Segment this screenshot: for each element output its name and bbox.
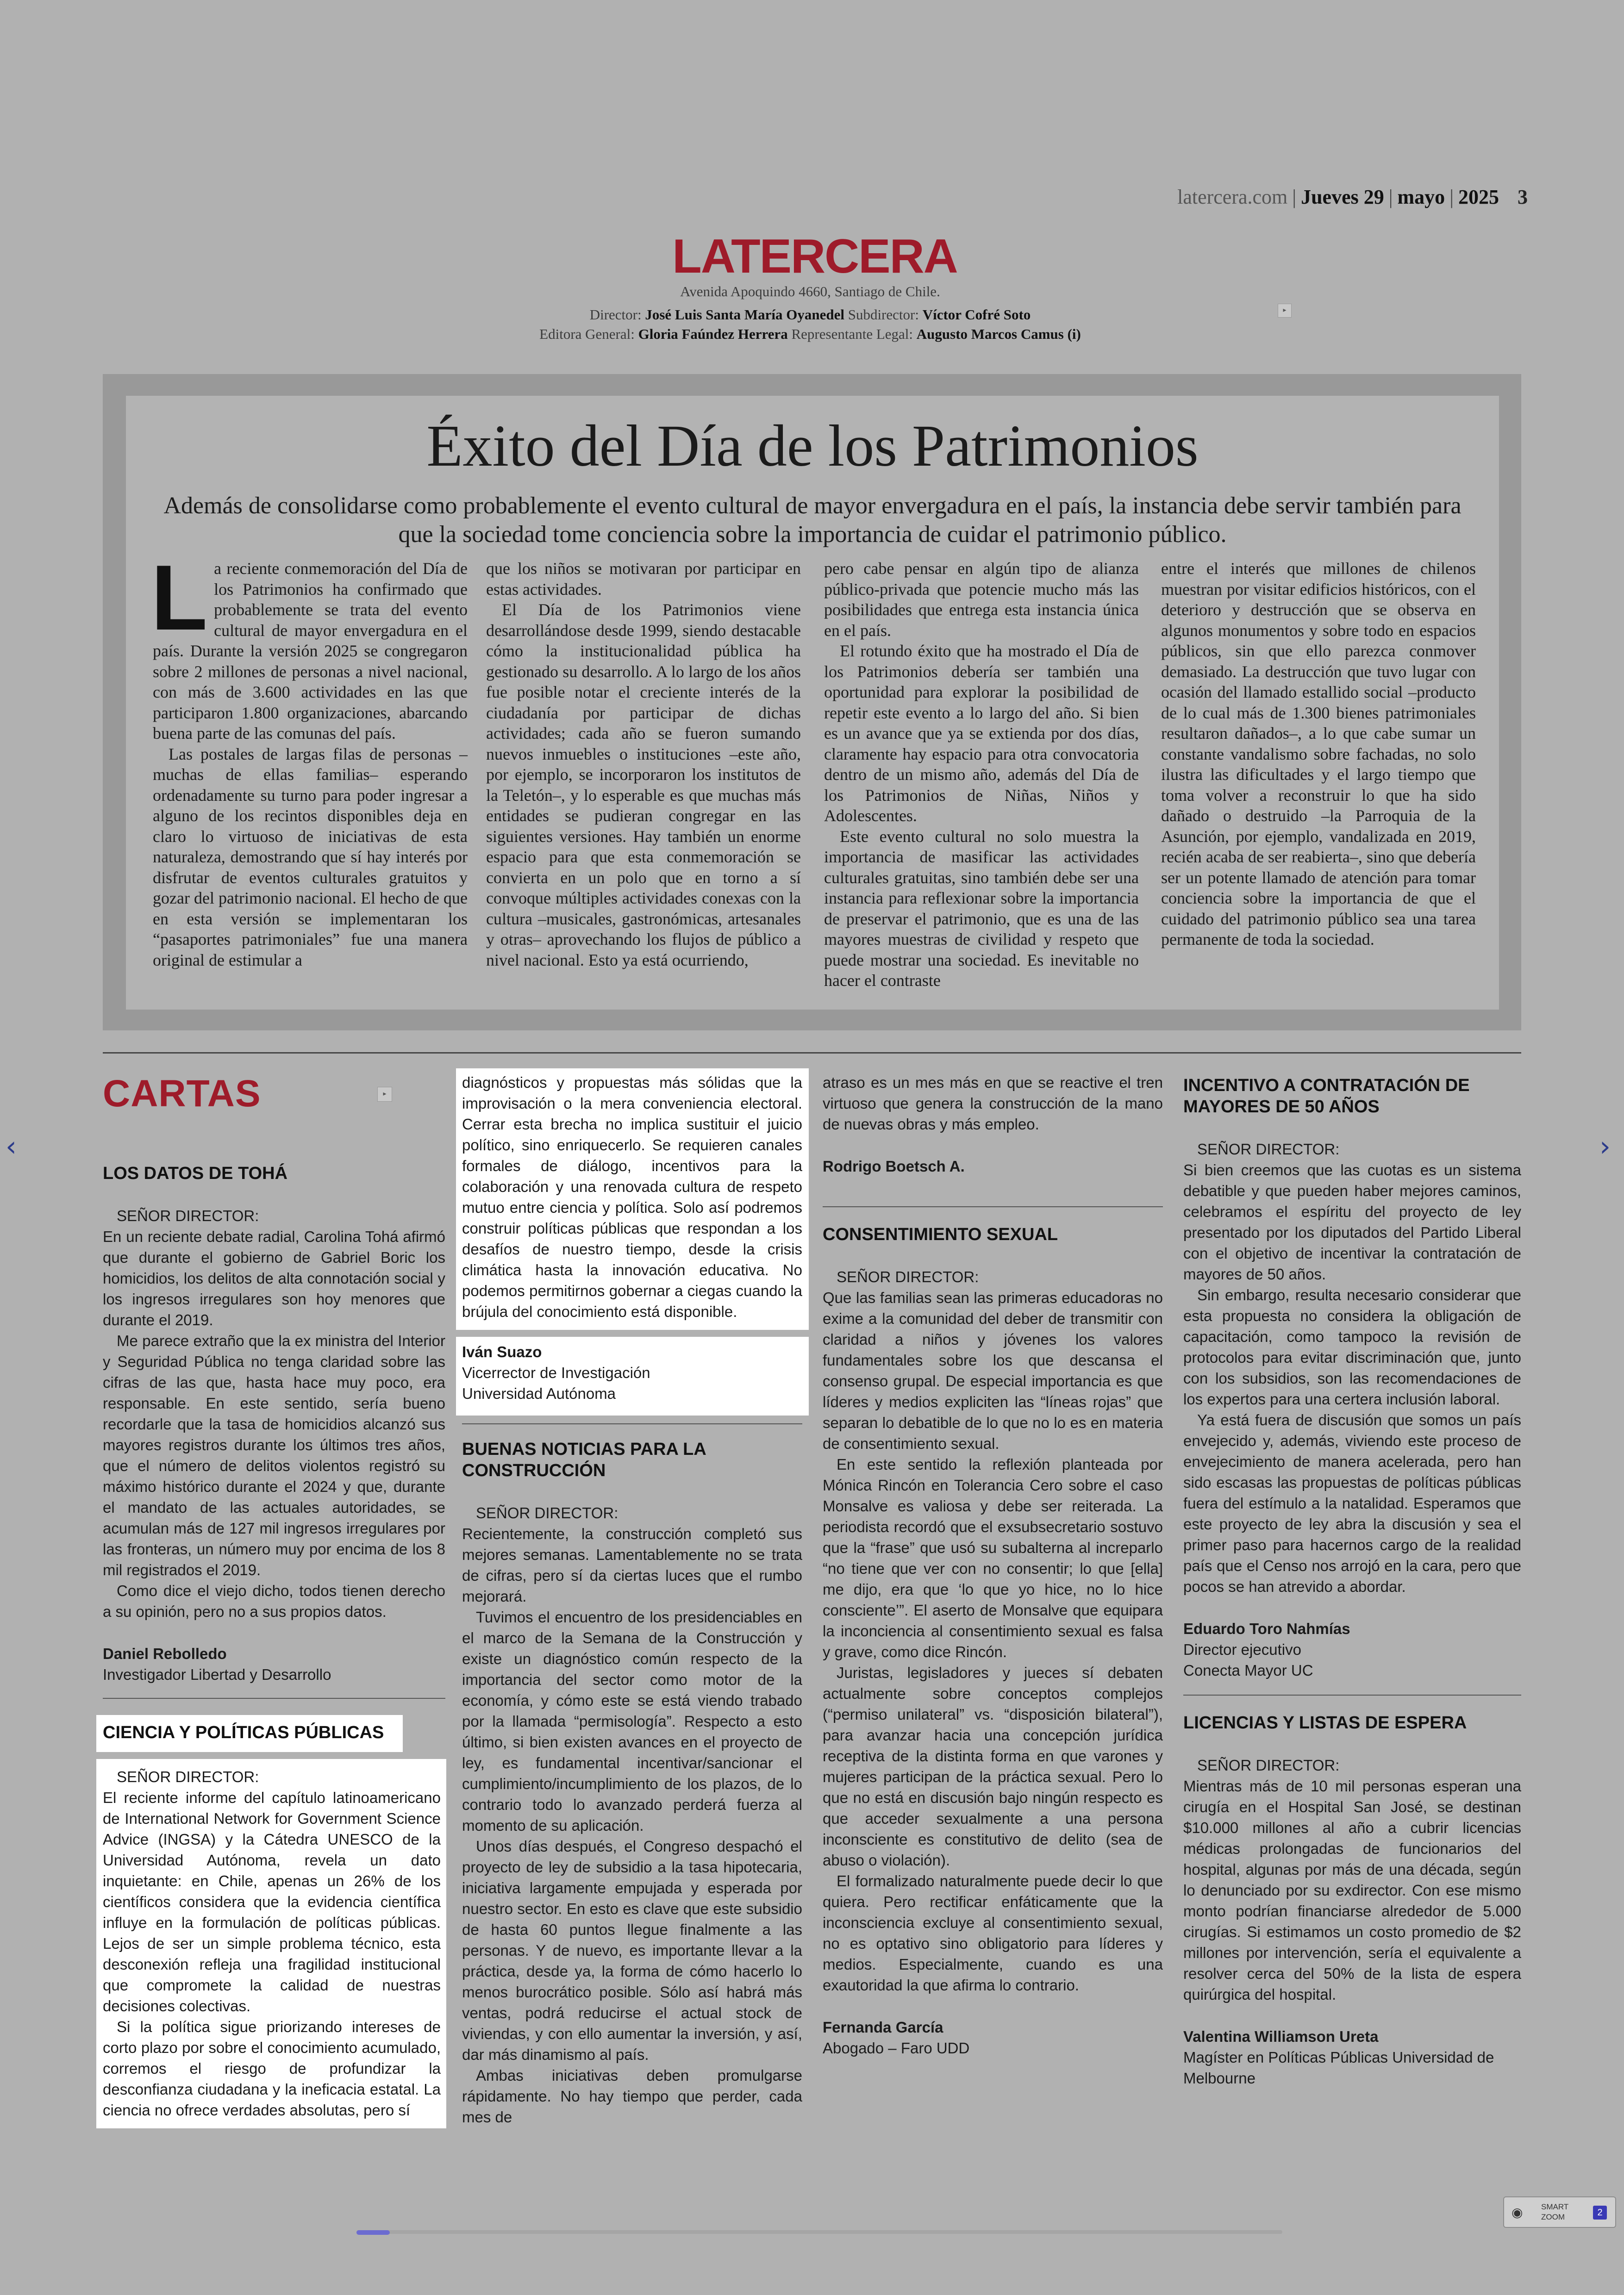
scrollbar-thumb[interactable] [356,2230,390,2235]
letter-signature: Daniel Rebolledo [103,1645,227,1662]
legal-rep-name: Augusto Marcos Camus (i) [916,326,1081,342]
letter-signature-role: Vicerrector de Investigación [462,1364,650,1381]
letters-column-2b: BUENAS NOTICIAS PARA LA CONSTRUCCIÓN SEÑOR DIRECTOR: Recientemente, la construcción completó sus mejores semanas. Lamentablemente no se trata de cifras, pero sí da ciertas luces que el rumbo mejorará. Tuvimos el encuentro de los presidenciables en el marco de la Semana de la Construcción y existe un diagnóstico común respecto de la importancia del sector como motor de la economía, y cómo este se está viendo trabado por la llamada “permisología”. Respecto a esto último, si bien existen avances en el proyecto de ley, es fundamental incentivar/sancionar el cumplimiento/incumplimiento de los plazos, de lo contrario todo lo avanzado perderá fuerza al momento de su aplicación. Unos días después, el Congreso despachó el proyecto de ley de subsidio a la tasa hipotecaria, iniciativa largamente empujada y esperada por nuestro sector. En esto es clave que este subsidio de hasta 60 puntos llegue finalmente a las personas. Y de nuevo, es importante llevar a la práctica, desde ya, la forma de cómo hacerlo lo menos burocrático posible. Sólo así habrá más ventas, podrá reducirse el actual stock de viviendas, y con ello aumentar la inversión, y así, dar más dinamismo al país. Ambas iniciativas deben promulgarse rápidamente. No hay tiempo que perder, cada mes de [462,1440,802,2126]
director-name: José Luis Santa María Oyanedel [645,306,844,323]
section-divider [103,1052,1521,1054]
letters-column-1: LOS DATOS DE TOHÁ SEÑOR DIRECTOR: En un reciente debate radial, Carolina Tohá afirmó que durante el gobierno de Gabriel Boric los homicidios, los delitos de alta connotación social y los ingresos irregulares son hoy menores que durante el 2019. Me parece extraño que la ex ministra del Interior y Seguridad Pública no tenga claridad sobre las cifras de las que, hasta hace muy poco, era responsable. En este sentido, sería bueno recordarle que la tasa de homicidios alcanzó sus mayores registros durante los últimos tres años, que el número de delitos violentos registró su máximo histórico durante el 2024 y que, durante el mandato de las actuales autoridades, se acumulan más de 127 mil ingresos irregulares por las fronteras, un número muy por encima de los 8 mil registrados el 2019. Como dice el viejo dicho, todos tienen derecho a su opinión, pero no a sus propios datos. Daniel Rebolledo Investigador Libertad y Desarrollo [103,1163,445,1699]
zoom-badge: 2 [1593,2206,1607,2220]
smart-zoom-label: SMART ZOOM [1541,2202,1568,2221]
editorial-column-1: La reciente conmemoración del Día de los Patrimonios ha confirmado que probablemente se trata del evento cultural de mayor envergadura en el país. Durante la versión 2025 se congregaron sobre 2 millones de personas a nivel nacional, con más de 3.600 actividades en las que participaron 1.800 organizaciones, abarcando buena parte de las comunas del país. Las postales de largas filas de personas –muchas de ellas familias– esperando ordenadamente su turno para poder ingresar a alguno de los recintos disponibles deja en claro lo virtuoso de iniciativas de esta naturaleza, demostrando que sí hay interés por disfrutar de eventos culturales gratuitos y gozar del patrimonio nacional. El hecho de que en esta versión se implementaran los “pasaportes patrimoniales” fue una manera original de estimular a [151,546,468,969]
subdirector-name: Víctor Cofré Soto [922,306,1031,323]
letter-rule [103,1698,445,1699]
letter-signature-role: Director ejecutivo [1183,1641,1301,1658]
eye-icon: ◉ [1512,2205,1523,2220]
letter-signature-role: Abogado – Faro UDD [823,2039,970,2057]
ad-marker-icon[interactable]: ▸ [1278,304,1292,318]
editorial-column-2: que los niños se motivaran por participar en estas actividades. El Día de los Patrimonios viene desarrollándose desde 1999, siendo destacable cómo la institucionalidad pública ha gestionado su desarrollo. A lo largo de los años fue posible notar el creciente interés de la ciudadanía por participar de dichas actividades; cada año se fueron sumando nuevos inmuebles o instituciones –este año, por ejemplo, se incorporaron los institutos de la Teletón–, y lo esperable es que muchas más entidades se pudieran congregar en las siguientes versiones. Hay también un enorme espacio para que esta conmemoración se convierta en un polo que en torno a sí convoque múltiples actividades conexas con la cultura –musicales, gastronómicas, artesanales y otras– aprovechando los flujos de público a nivel nacional. Esto ya está ocurriendo, [486,559,801,969]
letters-column-2a: diagnósticos y propuestas más sólidas que la improvisación o la mera conveniencia electoral. Cerrar esta brecha no implica sustituir el juicio político, sino enriquecerlo. Se requieren canales formales de diálogo, incentivos para la colaboración y una renovada cultura de respeto mutuo entre ciencia y política. Solo así podremos construir políticas públicas que respondan a los desafíos de nuestro tiempo, desde la crisis climática hasta la innovación educativa. No podemos permitirnos gobernar a ciegas cuando la brújula del conocimiento está disponible. [462,1074,802,1320]
letter-title: LICENCIAS Y LISTAS DE ESPERA [1183,1713,1467,1733]
editorial-column-4: entre el interés que millones de chilenos muestran por visitar edificios históricos, con el deterioro y destrucción que se observa en algunos monumentos y sobre todo en espacios públicos, sin que ello parezca conmover demasiado. La destrucción que tuvo lugar con ocasión del llamado estallido social –producto de lo cual más de 1.300 bienes patrimoniales resultaron dañados–, a lo que cabe sumar un constante vandalismo sobre fachadas, no solo ilustra las dificultades y el largo tiempo que toma volver a reconstruir lo que ha sido dañado o destruido –la Parroquia de la Asunción, por ejemplo, vandalizada en 2019, recién acaba de ser reabierta–, sino que debería ser un potente llamado de atención para tomar conciencia sobre la importancia de que el cuidado del patrimonio público sea una tarea permanente de toda la sociedad. [1161,559,1476,948]
page-scrollbar[interactable] [356,2230,1282,2234]
letter-title: INCENTIVO A CONTRATACIÓN DE MAYORES DE 50 AÑOS [1183,1076,1470,1116]
issue-header: latercera.com | Jueves 29 | mayo | 2025 3 [1177,186,1528,208]
letters-section-title: CARTAS [103,1073,261,1115]
letter-signature: Fernanda García [823,2019,943,2036]
editorial-column-3: pero cabe pensar en algún tipo de alianza público-privada que potencie mucho más las posibilidades que entrega esta instancia única en el país. El rotundo éxito que ha mostrado el Día de los Patrimonios debería ser también una oportunidad para explorar la posibilidad de repetir este evento a lo largo del año. Si bien es un avance que ya se extienda por dos días, claramente hay espacio para otra convocatoria dentro de un mismo año, además del Día de los Patrimonios de Niñas, Niños y Adolescentes. Este evento cultural no solo muestra la importancia de masificar las actividades culturales gratuitas, sino también debe ser una instancia para reflexionar sobre la importancia de preservar el patrimonio, que es una de las mayores muestras de civilidad y respeto que puede mostrar una sociedad. Es inevitable no hacer el contraste [824,559,1139,990]
letters-column-1b: SEÑOR DIRECTOR: El reciente informe del capítulo latinoamericano de International Network for Government Science Advice (INGSA) y la Cátedra UNESCO de la Universidad Autónoma, revela un dato inquietante: en Chile, apenas un 26% de los científicos considera que la evidencia científica influye en la formulación de políticas públicas. Lejos de ser un simple problema técnico, esta desconexión refleja una fragilidad institucional que compromete la calidad de nuestras decisiones colectivas. Si la política sigue priorizando intereses de corto plazo por sobre el conocimiento acumulado, corremos el riesgo de profundizar la desconfianza ciudadana y la ineficacia estatal. La ciencia no ofrece verdades absolutas, pero sí [103,1768,441,2119]
letter-title: BUENAS NOTICIAS PARA LA CONSTRUCCIÓN [462,1440,706,1480]
ad-marker-icon[interactable]: ▸ [377,1087,392,1102]
letter-title: LOS DATOS DE TOHÁ [103,1164,288,1183]
brand-logo: LATERCERA [672,230,957,283]
editor-name: Gloria Faúndez Herrera [638,326,788,342]
letters-column-4: INCENTIVO A CONTRATACIÓN DE MAYORES DE 50 AÑOS SEÑOR DIRECTOR: Si bien creemos que las cuotas es un sistema debatible y que pueden haber mejores caminos, celebramos el espíritu del proyecto de ley presentado por los diputados del Partido Liberal con el objetivo de incentivar la contratación de mayores de 50 años. Sin embargo, resulta necesario considerar que esta propuesta no considera la obligación de capacitación, como tampoco la revisión de protocolos para evitar discriminación que, junto con los subsidios, son las recomendaciones de los expertos para una certera inclusión laboral. Ya está fuera de discusión que somos un país envejecido y, además, viviendo este proceso de envejecimiento de manera acelerada, pero han sido escasas las propuestas de políticas públicas fuera del estímulo a la natalidad. Esperamos que este proyecto de ley abra la discusión y sea el primer paso para hacernos cargo de la realidad país que el Censo nos arrojó en la cara, pero que pocos se han atrevido a abordar. Eduardo Toro Nahmías Director ejecutivo Conecta Mayor UC LICENCIAS Y LISTAS DE ESPERA SEÑOR DIRECTOR: Mientras más de 10 mil personas esperan una cirugía en el Hospital San José, se destinan $10.000 millones al año a cubrir licencias médicas prolongadas de funcionarios del hospital, algunas por más de una década, según lo denunciado por su exdirector. Con ese mismo monto podrían financiarse alrededor de 5.000 cirugías. Si estimamos un costo promedio de $2 millones por intervención, sería el equivalente a resolver cerca del 50% de la lista de espera quirúrgica del hospital. Valentina Williamson Ureta Magíster en Políticas Públicas Universidad de Melbourne [1183,1075,1521,2089]
issue-year: 2025 [1458,186,1499,208]
issue-month: mayo [1397,186,1445,208]
smart-zoom-button[interactable] [1503,2196,1616,2228]
masthead-address: Avenida Apoquindo 4660, Santiago de Chile. [680,283,940,299]
site-name: latercera.com [1177,186,1288,208]
letter-title: CIENCIA Y POLÍTICAS PÚBLICAS [103,1723,384,1742]
letter-salutation: SEÑOR DIRECTOR: [117,1207,259,1224]
masthead-editors: Editora General: Gloria Faúndez Herrera Representante Legal: Augusto Marcos Camus (i) [539,326,1081,342]
letter-signature-role: Investigador Libertad y Desarrollo [103,1666,331,1683]
chevron-right-icon[interactable]: › [1599,1130,1611,1163]
chevron-left-icon[interactable]: ‹ [6,1130,17,1163]
letter-title: CONSENTIMIENTO SEXUAL [823,1225,1058,1244]
letter-signature: Valentina Williamson Ureta [1183,2028,1379,2045]
letters-column-2-signature [462,1341,802,1404]
drop-cap: L [151,546,208,649]
masthead-directors: Director: José Luis Santa María Oyanedel Subdirector: Víctor Cofré Soto [589,306,1031,323]
editorial-title: Éxito del Día de los Patrimonios [426,413,1199,479]
letter-rule [462,1423,802,1424]
letters-column-3: atraso es un mes más en que se reactive el tren virtuoso que genera la construcción de la mano de nuevas obras y más empleo. Rodrigo Boetsch A. CONSENTIMIENTO SEXUAL SEÑOR DIRECTOR: Que las familias sean las primeras educadoras no exime a la comunidad del deber de transmitir con claridad a niños y jóvenes los valores fundamentales sobre los que descansa el consenso grupal. De especial importancia es que líderes y medios expliciten las “líneas rojas” que separan lo debatible de lo que no lo es en materia de consentimiento sexual. En este sentido la reflexión planteada por Mónica Rincón en Tolerancia Cero sobre el caso Monsalve es valiosa y debe ser reiterada. La periodista recordó que el exsubsecretario sostuvo que la “frase” que usó su subalterna al increparlo “no tiene que ver con no consentir; lo que [ella] me dijo, era que ‘lo que yo hice, no lo hice consciente’”. El aserto de Monsalve que equipara la inconciencia al consentimiento sexual es falsa y grave, como dice Rincón. Juristas, legisladores y jueces sí debaten actualmente sobre conceptos complejos (“permiso unilateral” vs. “disposición bilateral”), para avanzar hacia una concepción jurídica receptiva de la distinta forma en que varones y mujeres participan de la práctica sexual. Pero lo que no está en discusión bajo ningún respecto es que acceder sexualmente a una persona inconsciente es constitutivo de delito (sea de abuso o violación). El formalizado naturalmente puede decir lo que quiera. Pero rectificar enfáticamente que la inconsciencia excluye al consentimiento sexual, no es optativo sino obligatorio para líderes y medios. Especialmente, cuando es una exautoridad la que afirma lo contrario. Fernanda García Abogado – Faro UDD [823,1072,1163,2058]
page-number: 3 [1518,186,1528,208]
letter-signature-role: Magíster en Políticas Públicas Universidad de Melbourne [1183,2049,1494,2087]
letter-signature-role: Conecta Mayor UC [1183,1662,1313,1679]
letter-signature: Eduardo Toro Nahmías [1183,1620,1350,1637]
editorial-subtitle: Además de consolidarse como probablemente el evento cultural de mayor envergadura en el país, la instancia debe servir también para que la sociedad tome conciencia sobre la importancia de cuidar el patrimonio público. [163,493,1462,548]
issue-weekday: Jueves 29 [1301,186,1384,208]
letter-signature: Rodrigo Boetsch A. [823,1158,965,1175]
letter-signature-role: Universidad Autónoma [462,1385,616,1402]
letter-signature: Iván Suazo [462,1343,542,1360]
